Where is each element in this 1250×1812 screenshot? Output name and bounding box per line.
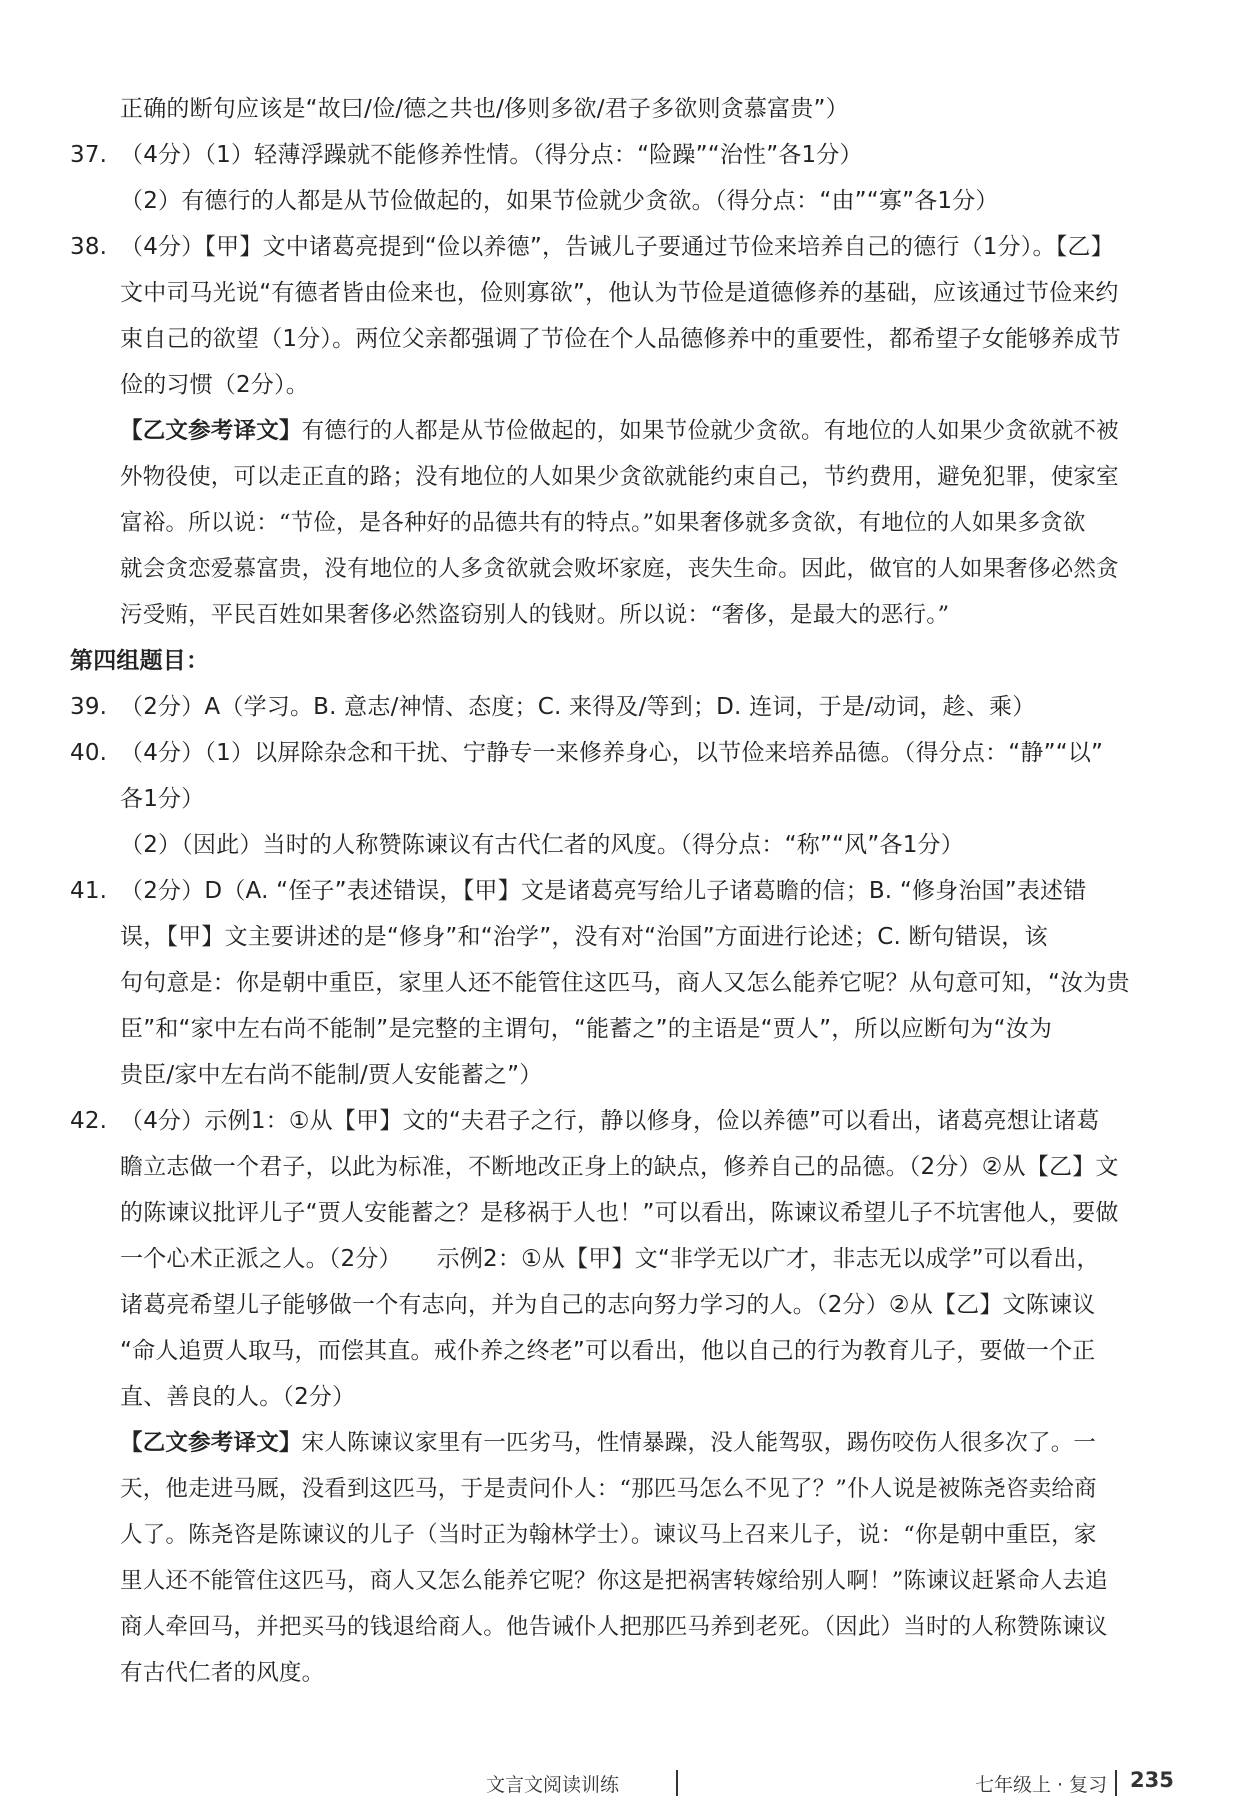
translation-heading: 【乙文参考译文】 [120, 418, 302, 444]
footer-section: 文言文阅读训练 [486, 1774, 620, 1796]
translation-heading: 【乙文参考译文】 [120, 1430, 302, 1456]
text-line [70, 776, 1180, 822]
question-line [70, 1098, 1180, 1144]
text-line [70, 1328, 1180, 1374]
line-text: 句句意是：你是朝中重臣，家里人还不能管住这匹马，商人又怎么能养它呢？从句意可知，“汝为贵 [120, 970, 1130, 996]
question-number: 39. [70, 694, 108, 720]
line-text: 富裕。所以说：“节俭，是各种好的品德共有的特点。”如果奢侈就多贪欲，有地位的人如果多贪欲 [120, 510, 1086, 536]
text-line [70, 362, 1180, 408]
text-line [70, 1420, 1180, 1466]
line-text: 里人还不能管住这匹马，商人又怎么能养它呢？你这是把祸害转嫁给别人啊！”陈谏议赶紧命人去追 [120, 1568, 1108, 1594]
footer-divider [1115, 1770, 1117, 1796]
text-line [70, 592, 1180, 638]
page-number: 235 [1130, 1768, 1174, 1792]
line-text: 各1分） [120, 786, 205, 812]
text-line [70, 1650, 1180, 1696]
line-text: 臣”和“家中左右尚不能制”是完整的主谓句，“能蓄之”的主语是“贾人”，所以应断句为“汝为 [120, 1016, 1053, 1042]
line-text: 宋人陈谏议家里有一匹劣马，性情暴躁，没人能驾驭，踢伤咬伤人很多次了。一 [301, 1430, 1097, 1456]
text-line [70, 408, 1180, 454]
line-text: 文中司马光说“有德者皆由俭来也，俭则寡欲”，他认为节俭是道德修养的基础，应该通过节俭来约 [120, 280, 1119, 306]
question-number: 37. [70, 142, 108, 168]
line-text: 人了。陈尧咨是陈谏议的儿子（当时正为翰林学士）。谏议马上召来儿子，说：“你是朝中重臣，家 [120, 1522, 1097, 1548]
text-line [70, 1282, 1180, 1328]
line-text: “命人追贾人取马，而偿其直。戒仆养之终老”可以看出，他以自己的行为教育儿子，要做一个正 [120, 1338, 1096, 1364]
text-line [70, 270, 1180, 316]
line-text: 就会贪恋爱慕富贵，没有地位的人多贪欲就会败坏家庭，丧失生命。因此，做官的人如果奢侈必然贪 [120, 556, 1119, 582]
text-line [70, 546, 1180, 592]
text-line [70, 1052, 1180, 1098]
line-text: （4分）（1）以屏除杂念和干扰、宁静专一来修养身心，以节俭来培养品德。（得分点：“静”“以” [120, 740, 1104, 766]
question-line [70, 224, 1180, 270]
line-text: 束自己的欲望（1分）。两位父亲都强调了节俭在个人品德修养中的重要性，都希望子女能够养成节 [120, 326, 1121, 352]
question-number: 40. [70, 740, 108, 766]
footer-divider [676, 1770, 678, 1796]
text-line [70, 1512, 1180, 1558]
text-line [70, 454, 1180, 500]
line-text: 贵臣/家中左右尚不能制/贾人安能蓄之”） [120, 1062, 543, 1088]
text-line [70, 178, 1180, 224]
text-line [70, 960, 1180, 1006]
line-text: 有古代仁者的风度。 [120, 1660, 325, 1686]
line-text: 商人牵回马，并把买马的钱退给商人。他告诫仆人把那匹马养到老死。（因此）当时的人称赞陈谏议 [120, 1614, 1108, 1640]
line-text: 一个心术正派之人。（2分） 示例2：①从【甲】文“非学无以广才，非志无以成学”可以看出， [120, 1246, 1100, 1272]
text-line [70, 1604, 1180, 1650]
answer-content [70, 86, 1180, 1696]
line-text: 诸葛亮希望儿子能够做一个有志向，并为自己的志向努力学习的人。（2分）②从【乙】文陈谏议 [120, 1292, 1096, 1318]
footer-grade: 七年级上 · 复习 [975, 1774, 1108, 1796]
line-text: 外物役使，可以走正直的路；没有地位的人如果少贪欲就能约束自己，节约费用，避免犯罪，使家室 [120, 464, 1119, 490]
text-line [70, 1144, 1180, 1190]
line-text: 瞻立志做一个君子，以此为标准，不断地改正身上的缺点，修养自己的品德。（2分）②从【乙】文 [120, 1154, 1119, 1180]
line-text: （2）（因此）当时的人称赞陈谏议有古代仁者的风度。（得分点：“称”“风”各1分） [120, 832, 964, 858]
text-line [70, 822, 1180, 868]
text-line [70, 638, 1180, 684]
text-line [70, 1466, 1180, 1512]
line-text: 天，他走进马厩，没看到这匹马，于是责问仆人：“那匹马怎么不见了？”仆人说是被陈尧咨卖给商 [120, 1476, 1097, 1502]
line-text: （2）有德行的人都是从节俭做起的，如果节俭就少贪欲。（得分点：“由”“寡”各1分） [120, 188, 999, 214]
line-text: 的陈谏议批评儿子“贾人安能蓄之？是移祸于人也！”可以看出，陈谏议希望儿子不坑害他人，要做 [120, 1200, 1119, 1226]
line-text: （2分）A（学习。B. 意志/神情、态度；C. 来得及/等到；D. 连词，于是/动词，趁、乘） [120, 694, 1036, 720]
question-line [70, 868, 1180, 914]
line-text: 直、善良的人。（2分） [120, 1384, 356, 1410]
line-text: （4分）示例1：①从【甲】文的“夫君子之行，静以修身，俭以养德”可以看出，诸葛亮想让诸葛 [120, 1108, 1100, 1134]
text-line [70, 86, 1180, 132]
text-line [70, 500, 1180, 546]
line-text: 有德行的人都是从节俭做起的，如果节俭就少贪欲。有地位的人如果少贪欲就不被 [301, 418, 1119, 444]
text-line [70, 1006, 1180, 1052]
text-line [70, 316, 1180, 362]
question-line [70, 132, 1180, 178]
line-text: 第四组题目： [70, 648, 210, 674]
line-text: （2分）D（A. “侄子”表述错误，【甲】文是诸葛亮写给儿子诸葛瞻的信；B. “修身治国”表述错 [120, 878, 1087, 904]
text-line [70, 1374, 1180, 1420]
question-number: 42. [70, 1108, 108, 1134]
text-line [70, 1236, 1180, 1282]
page-footer [0, 1760, 1250, 1800]
line-text: （4分）（1）轻薄浮躁就不能修养性情。（得分点：“险躁”“治性”各1分） [120, 142, 863, 168]
line-text: 污受贿，平民百姓如果奢侈必然盗窃别人的钱财。所以说：“奢侈，是最大的恶行。” [120, 602, 950, 628]
question-number: 38. [70, 234, 108, 260]
line-text: 误，【甲】文主要讲述的是“修身”和“治学”，没有对“治国”方面进行论述；C. 断句错误，该 [120, 924, 1048, 950]
text-line [70, 1558, 1180, 1604]
text-line [70, 914, 1180, 960]
text-line [70, 1190, 1180, 1236]
question-number: 41. [70, 878, 108, 904]
line-text: （4分）【甲】文中诸葛亮提到“俭以养德”，告诫儿子要通过节俭来培养自己的德行（1分）。【乙】 [120, 234, 1114, 260]
question-line [70, 730, 1180, 776]
line-text: 俭的习惯（2分）。 [120, 372, 309, 398]
question-line [70, 684, 1180, 730]
line-text: 正确的断句应该是“故曰/俭/德之共也/侈则多欲/君子多欲则贪慕富贵”） [120, 96, 849, 122]
